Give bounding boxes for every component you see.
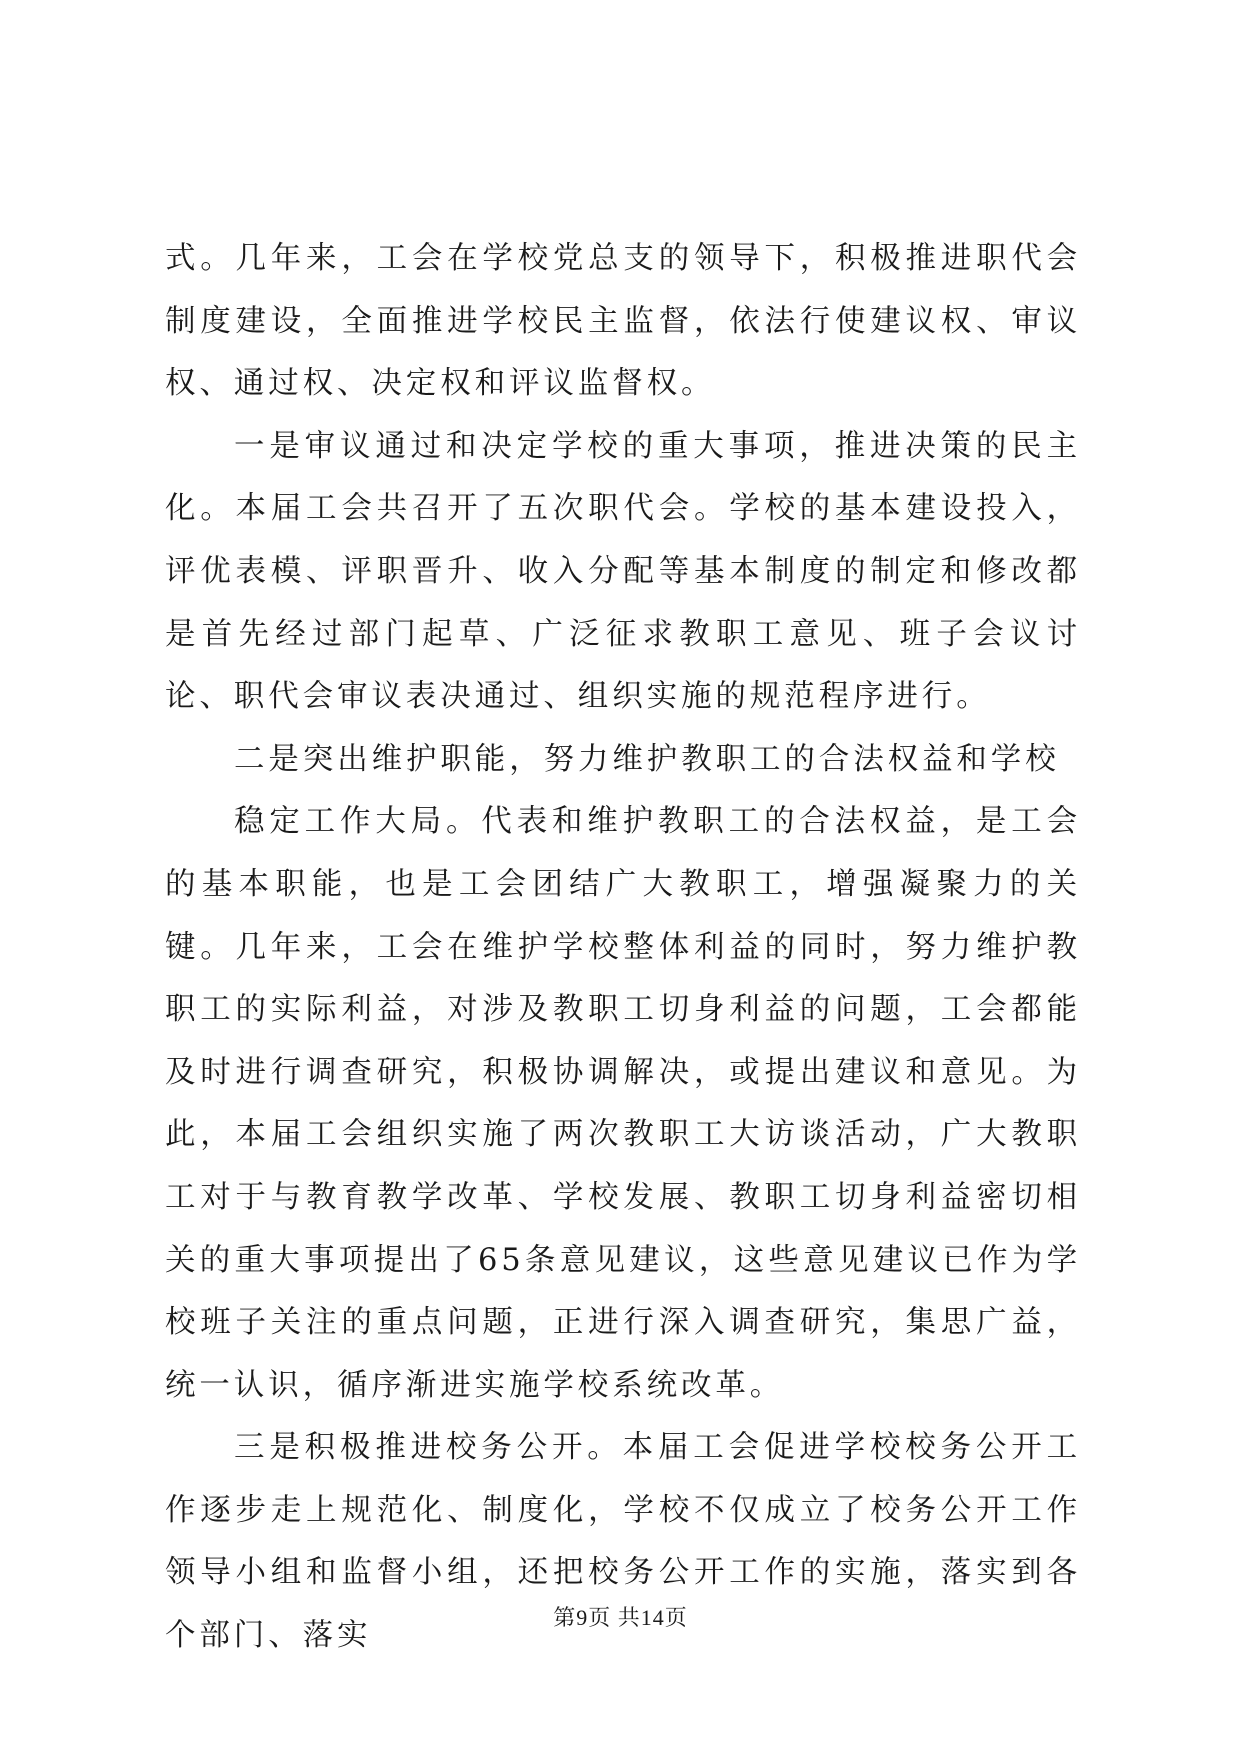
page-number-footer: 第9页 共14页 (553, 1605, 688, 1630)
paragraph-item-three: 三是积极推进校务公开。本届工会促进学校校务公开工作逐步走上规范化、制度化，学校不仅成立了校务公开工作领导小组和监督小组，还把校务公开工作的实施，落实到各个部门、落实 (165, 1430, 1081, 1654)
paragraph-item-two-body: 稳定工作大局。代表和维护教职工的合法权益，是工会的基本职能，也是工会团结广大教职工，增强凝聚力的关键。几年来，工会在维护学校整体利益的同时，努力维护教职工的实际利益，对涉及教职工切身利益的问题，工会都能及时进行调查研究，积极协调解决，或提出建议和意见。为此，本届工会组织实施了两次教职工大访谈活动，广大教职工对于与教育教学改革、学校发展、教职工切身利益密切相关的重大事项提出了65条意见建议，这些意见建议已作为学校班子关注的重点问题，正进行深入调查研究，集思广益，统一认识，循序渐进实施学校系统改革。 (165, 804, 1081, 1403)
paragraph-item-two-heading: 二是突出维护职能，努力维护教职工的合法权益和学校 (234, 741, 1060, 777)
paragraph-continuation: 式。几年来，工会在学校党总支的领导下，积极推进职代会制度建设，全面推进学校民主监督，依法行使建议权、审议权、通过权、决定权和评议监督权。 (165, 241, 1081, 402)
paragraph-item-one: 一是审议通过和决定学校的重大事项，推进决策的民主化。本届工会共召开了五次职代会。学校的基本建设投入，评优表模、评职晋升、收入分配等基本制度的制定和修改都是首先经过部门起草、广泛征求教职工意见、班子会议讨论、职代会审议表决通过、组织实施的规范程序进行。 (165, 428, 1081, 715)
body-text (165, 228, 1081, 1668)
